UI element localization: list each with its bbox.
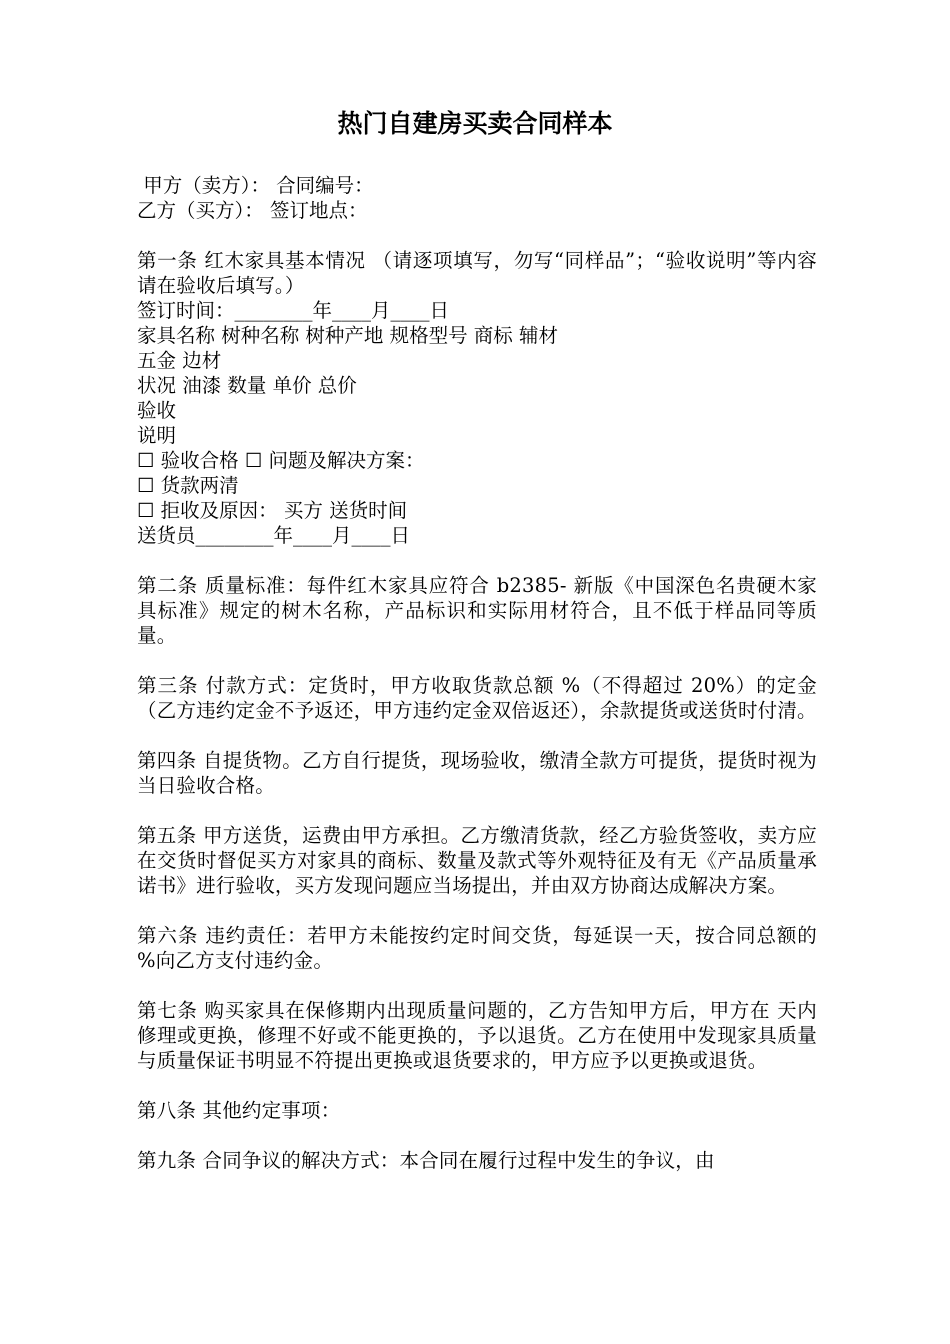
article-7: 第七条 购买家具在保修期内出现质量问题的，乙方告知甲方后，甲方在 天内修理或更换，修理不好或不能更换的，予以退货。乙方在使用中发现家具质量与质量保证书明显不符提出更换或退货要求的，甲方应予以更换或退货。 [137,999,817,1072]
spacer [137,898,817,923]
article-1-checkbox-line: ☐ 货款两清 [137,474,239,497]
article-1-line: 五金 边材 [137,349,222,372]
party-a-line: 甲方（卖方）： 合同编号： [137,174,374,197]
spacer [137,223,817,248]
article-2: 第二条 质量标准：每件红木家具应符合 b2385- 新版《中国深色名贵硬木家具标准》规定的树木名称，产品标识和实际用材符合，且不低于样品同等质量。 [137,574,817,647]
spacer [137,548,817,573]
spacer [137,1073,817,1098]
spacer [137,1123,817,1148]
spacer [137,973,817,998]
document-body [137,173,817,1173]
spacer [137,798,817,823]
article-4: 第四条 自提货物。乙方自行提货，现场验收，缴清全款方可提货，提货时视为当日验收合格。 [137,749,817,797]
article-6: 第六条 违约责任：若甲方未能按约定时间交货，每延误一天，按合同总额的 %向乙方支付违约金。 [137,924,817,972]
article-9: 第九条 合同争议的解决方式：本合同在履行过程中发生的争议，由 [137,1149,715,1172]
article-1-checkbox-line: ☐ 拒收及原因： 买方 送货时间 [137,499,408,522]
article-1-line: 说明 [137,424,177,447]
article-1-line: 送货员________年____月____日 [137,524,411,547]
article-1-line: 验收 [137,399,177,422]
article-3: 第三条 付款方式：定货时，甲方收取货款总额 %（不得超过 20%）的定金（乙方违约定金不予返还，甲方违约定金双倍返还），余款提货或送货时付清。 [137,674,817,722]
spacer [137,648,817,673]
article-1-line: 状况 油漆 数量 单价 总价 [137,374,357,397]
spacer [137,723,817,748]
article-5: 第五条 甲方送货，运费由甲方承担。乙方缴清货款，经乙方验货签收，卖方应在交货时督促买方对家具的商标、数量及款式等外观特征及有无《产品质量承诺书》进行验收，买方发现问题应当场提出，并由双方协商达成解决方案。 [137,824,817,897]
article-1-checkbox-line: ☐ 验收合格 ☐ 问题及解决方案： [137,449,425,472]
party-b-line: 乙方（买方）： 签订地点： [137,199,368,222]
article-1-line: 签订时间：________年____月____日 [137,299,450,322]
document-title: 热门自建房买卖合同样本 [337,109,613,138]
article-8: 第八条 其他约定事项： [137,1099,341,1122]
article-1-heading: 第一条 红木家具基本情况 （请逐项填写，勿写“同样品”；“验收说明”等内容请在验收后填写。） [137,249,817,297]
article-1-line: 家具名称 树种名称 树种产地 规格型号 商标 辅材 [137,324,558,347]
